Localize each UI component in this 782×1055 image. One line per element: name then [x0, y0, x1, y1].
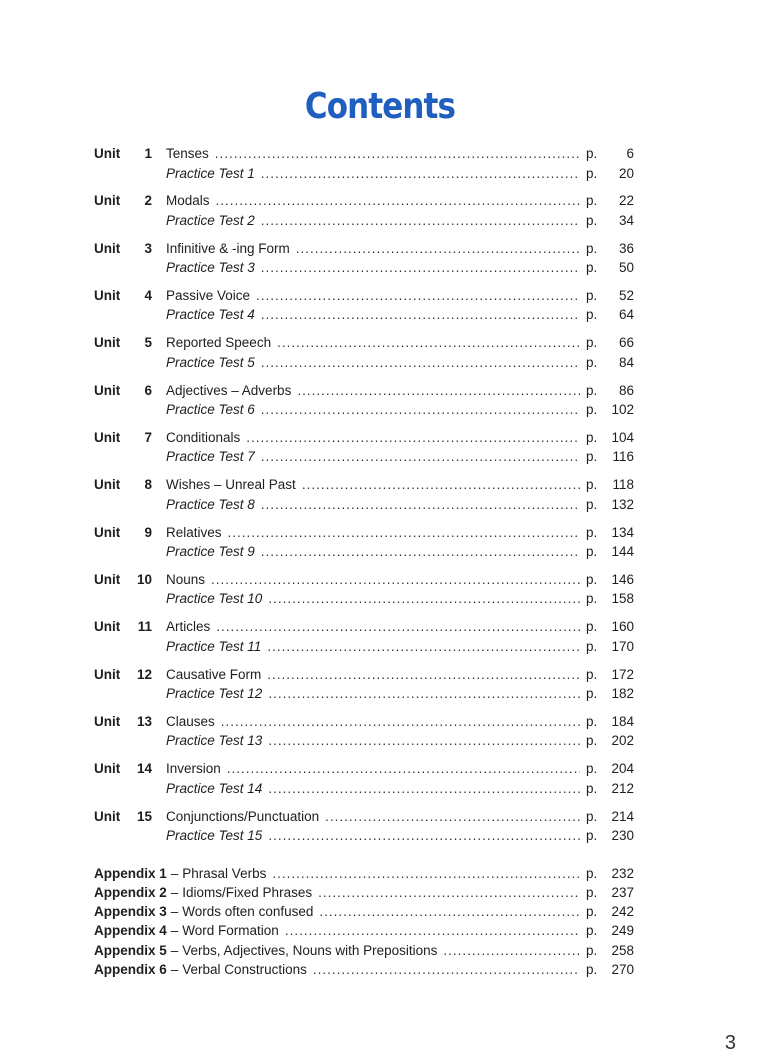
- practice-test-title: Practice Test 6: [166, 402, 255, 418]
- appendix-label: Appendix 4: [94, 923, 167, 939]
- page-prefix: p.: [586, 449, 598, 465]
- page-prefix: p.: [586, 808, 598, 824]
- unit-entry: [94, 193, 634, 240]
- dot-leader: [261, 307, 580, 322]
- unit-entry: [94, 477, 634, 524]
- appendix-title: Words often confused: [182, 904, 314, 920]
- dot-leader: [227, 761, 580, 776]
- dot-leader: [268, 686, 580, 701]
- unit-title: Causative Form: [166, 666, 262, 682]
- unit-number: 11: [137, 619, 152, 635]
- page-prefix: p.: [586, 923, 598, 939]
- unit-page: 214: [611, 808, 634, 824]
- page-prefix: p.: [586, 713, 598, 729]
- unit-title: Passive Voice: [166, 287, 251, 303]
- dash: –: [170, 961, 179, 977]
- page-prefix: p.: [586, 335, 598, 351]
- appendix-page: 237: [611, 885, 634, 901]
- unit-row[interactable]: [94, 288, 634, 308]
- practice-test-title: Practice Test 13: [166, 733, 263, 749]
- dot-leader: [261, 213, 580, 228]
- unit-label: Unit: [94, 146, 121, 161]
- page-prefix: p.: [586, 544, 598, 560]
- practice-test-row[interactable]: [94, 166, 634, 186]
- page-prefix: p.: [586, 212, 598, 228]
- dot-leader: [267, 639, 580, 654]
- page-prefix: p.: [586, 885, 598, 901]
- dot-leader: [268, 781, 580, 796]
- page-prefix: p.: [586, 733, 598, 749]
- practice-test-page: 84: [618, 354, 634, 370]
- unit-entry: [94, 667, 634, 714]
- unit-number: 5: [144, 335, 152, 351]
- unit-row[interactable]: [94, 477, 634, 497]
- unit-label: Unit: [94, 666, 121, 682]
- unit-number: 9: [144, 524, 152, 540]
- unit-page: 52: [618, 287, 634, 303]
- page-prefix: p.: [586, 402, 598, 418]
- practice-test-title: Practice Test 9: [166, 544, 255, 560]
- table-of-contents: [94, 146, 634, 981]
- unit-label: Unit: [94, 382, 121, 398]
- unit-entry: [94, 809, 634, 856]
- unit-row[interactable]: [94, 335, 634, 355]
- page-prefix: p.: [586, 961, 598, 977]
- page-prefix: p.: [586, 382, 598, 398]
- dot-leader: [221, 714, 580, 729]
- practice-test-row[interactable]: [94, 591, 634, 611]
- unit-entry: [94, 241, 634, 288]
- page-prefix: p.: [586, 496, 598, 512]
- dot-leader: [285, 923, 580, 938]
- page-prefix: p.: [586, 354, 598, 370]
- appendix-title: Idioms/Fixed Phrases: [182, 885, 313, 901]
- page-prefix: p.: [586, 429, 598, 445]
- dot-leader: [443, 943, 580, 958]
- page-prefix: p.: [586, 193, 598, 209]
- unit-page: 146: [611, 571, 634, 587]
- page-prefix: p.: [586, 904, 598, 920]
- unit-title: Clauses: [166, 713, 215, 729]
- practice-test-page: 132: [611, 496, 634, 512]
- practice-test-title: Practice Test 1: [166, 165, 255, 181]
- unit-entry: [94, 619, 634, 666]
- dot-leader: [228, 525, 580, 540]
- dash: –: [170, 942, 179, 958]
- unit-number: 14: [136, 761, 152, 777]
- page-prefix: p.: [586, 287, 598, 303]
- unit-row[interactable]: [94, 572, 634, 592]
- dot-leader: [318, 885, 580, 900]
- unit-row[interactable]: [94, 667, 634, 687]
- dot-leader: [246, 430, 580, 445]
- unit-page: 118: [612, 477, 634, 493]
- page-prefix: p.: [586, 828, 598, 844]
- unit-page: 66: [618, 335, 634, 351]
- dot-leader: [268, 591, 580, 606]
- practice-test-page: 50: [618, 260, 634, 276]
- appendix-page: 232: [611, 865, 634, 881]
- appendix-row[interactable]: [94, 885, 634, 904]
- unit-label: Unit: [94, 477, 121, 493]
- practice-test-row[interactable]: [94, 307, 634, 327]
- practice-test-page: 202: [611, 733, 634, 749]
- appendix-page: 242: [611, 904, 634, 920]
- practice-test-row[interactable]: [94, 781, 634, 801]
- unit-number: 7: [144, 429, 152, 445]
- appendix-row[interactable]: [94, 904, 634, 923]
- practice-test-title: Practice Test 7: [166, 449, 255, 465]
- practice-test-title: Practice Test 12: [166, 686, 263, 702]
- unit-page: 36: [618, 240, 634, 256]
- appendix-title: Phrasal Verbs: [182, 865, 267, 881]
- practice-test-row[interactable]: [94, 639, 634, 659]
- dash: –: [170, 885, 179, 901]
- appendix-page: 270: [611, 961, 634, 977]
- practice-test-page: 64: [618, 307, 634, 323]
- dot-leader: [272, 866, 580, 881]
- page-prefix: p.: [586, 260, 598, 276]
- dot-leader: [261, 449, 580, 464]
- page-prefix: p.: [586, 591, 598, 607]
- page-prefix: p.: [586, 686, 598, 702]
- dash: –: [170, 865, 179, 881]
- appendix-page: 258: [611, 942, 634, 958]
- appendix-label: Appendix 3: [94, 904, 167, 920]
- unit-row[interactable]: [94, 430, 634, 450]
- unit-entry: [94, 761, 634, 808]
- unit-title: Reported Speech: [166, 335, 272, 351]
- units-list: [94, 146, 634, 856]
- practice-test-page: 212: [611, 780, 634, 796]
- appendix-row[interactable]: [94, 962, 634, 981]
- unit-title: Conditionals: [166, 429, 241, 445]
- practice-test-row[interactable]: [94, 402, 634, 422]
- dot-leader: [325, 809, 580, 824]
- page-prefix: p.: [586, 524, 598, 540]
- practice-test-title: Practice Test 4: [166, 307, 255, 323]
- unit-number: 15: [136, 808, 152, 824]
- dot-leader: [261, 544, 580, 559]
- unit-page: 160: [611, 619, 634, 635]
- unit-row[interactable]: [94, 714, 634, 734]
- practice-test-page: 158: [611, 591, 634, 607]
- appendix-label: Appendix 6: [94, 961, 167, 977]
- unit-row[interactable]: [94, 619, 634, 639]
- practice-test-row[interactable]: [94, 686, 634, 706]
- dot-leader: [267, 667, 580, 682]
- practice-test-row[interactable]: [94, 449, 634, 469]
- practice-test-title: Practice Test 15: [166, 828, 263, 844]
- unit-entry: [94, 714, 634, 761]
- unit-label: Unit: [94, 808, 121, 824]
- dot-leader: [261, 355, 580, 370]
- unit-label: Unit: [94, 287, 121, 303]
- unit-row[interactable]: [94, 241, 634, 261]
- page-prefix: p.: [586, 865, 598, 881]
- unit-entry: [94, 383, 634, 430]
- dot-leader: [211, 572, 580, 587]
- unit-number: 8: [144, 477, 152, 493]
- dot-leader: [261, 497, 580, 512]
- unit-number: 3: [144, 240, 152, 256]
- practice-test-page: 170: [611, 638, 634, 654]
- dot-leader: [268, 828, 580, 843]
- page-prefix: p.: [586, 761, 598, 777]
- dot-leader: [215, 146, 580, 161]
- unit-title: Nouns: [166, 571, 206, 587]
- dot-leader: [277, 335, 580, 350]
- dot-leader: [261, 402, 580, 417]
- appendix-label: Appendix 2: [94, 885, 167, 901]
- unit-title: Tenses: [166, 146, 209, 161]
- dot-leader: [261, 166, 580, 181]
- dot-leader: [319, 904, 580, 919]
- unit-title: Infinitive & -ing Form: [166, 240, 290, 256]
- dot-leader: [216, 193, 580, 208]
- dot-leader: [297, 383, 580, 398]
- practice-test-row[interactable]: [94, 828, 634, 848]
- page-title: Contents: [304, 86, 456, 127]
- practice-test-page: 20: [618, 165, 634, 181]
- appendix-list: [94, 866, 634, 981]
- unit-number: 6: [144, 382, 152, 398]
- unit-entry: [94, 146, 634, 193]
- practice-test-row[interactable]: [94, 260, 634, 280]
- practice-test-title: Practice Test 2: [166, 212, 255, 228]
- practice-test-title: Practice Test 14: [166, 780, 263, 796]
- practice-test-page: 102: [611, 402, 634, 418]
- practice-test-page: 230: [611, 828, 634, 844]
- dash: –: [170, 904, 179, 920]
- unit-row[interactable]: [94, 525, 634, 545]
- unit-entry: [94, 525, 634, 572]
- practice-test-title: Practice Test 3: [166, 260, 255, 276]
- practice-test-row[interactable]: [94, 213, 634, 233]
- practice-test-page: 116: [612, 449, 634, 465]
- practice-test-row[interactable]: [94, 733, 634, 753]
- practice-test-page: 34: [618, 212, 634, 228]
- unit-row[interactable]: [94, 146, 634, 166]
- unit-number: 10: [136, 571, 152, 587]
- dot-leader: [302, 477, 580, 492]
- unit-number: 1: [144, 146, 152, 161]
- page-prefix: p.: [586, 666, 598, 682]
- practice-test-page: 144: [611, 544, 634, 560]
- unit-title: Relatives: [166, 524, 222, 540]
- unit-title: Adjectives – Adverbs: [166, 382, 292, 398]
- dot-leader: [313, 962, 580, 977]
- unit-page: 104: [611, 429, 634, 445]
- unit-label: Unit: [94, 240, 121, 256]
- unit-number: 13: [136, 713, 152, 729]
- unit-label: Unit: [94, 335, 121, 351]
- unit-page: 22: [618, 193, 634, 209]
- page-prefix: p.: [586, 307, 598, 323]
- unit-entry: [94, 335, 634, 382]
- unit-page: 134: [611, 524, 634, 540]
- unit-entry: [94, 430, 634, 477]
- page-prefix: p.: [586, 477, 598, 493]
- unit-row[interactable]: [94, 193, 634, 213]
- unit-number: 2: [144, 193, 152, 209]
- practice-test-title: Practice Test 10: [166, 591, 263, 607]
- unit-label: Unit: [94, 571, 121, 587]
- appendix-label: Appendix 5: [94, 942, 167, 958]
- dot-leader: [256, 288, 580, 303]
- unit-title: Modals: [166, 193, 210, 209]
- unit-row[interactable]: [94, 761, 634, 781]
- practice-test-title: Practice Test 11: [166, 638, 262, 654]
- unit-label: Unit: [94, 429, 121, 445]
- dot-leader: [261, 260, 580, 275]
- appendix-row[interactable]: [94, 866, 634, 885]
- unit-row[interactable]: [94, 383, 634, 403]
- practice-test-row[interactable]: [94, 497, 634, 517]
- page-prefix: p.: [586, 240, 598, 256]
- practice-test-title: Practice Test 5: [166, 354, 255, 370]
- dot-leader: [216, 619, 580, 634]
- page-prefix: p.: [586, 146, 598, 161]
- appendix-row[interactable]: [94, 943, 634, 962]
- page-prefix: p.: [586, 619, 598, 635]
- practice-test-page: 182: [611, 686, 634, 702]
- dot-leader: [268, 733, 580, 748]
- page-prefix: p.: [586, 571, 598, 587]
- unit-label: Unit: [94, 713, 121, 729]
- appendix-row[interactable]: [94, 923, 634, 942]
- unit-number: 4: [144, 287, 152, 303]
- unit-number: 12: [136, 666, 152, 682]
- unit-entry: [94, 572, 634, 619]
- appendix-page: 249: [611, 923, 634, 939]
- practice-test-row[interactable]: [94, 355, 634, 375]
- page-number: 3: [724, 1032, 736, 1054]
- dash: –: [170, 923, 179, 939]
- appendix-title: Word Formation: [182, 923, 279, 939]
- unit-title: Articles: [166, 619, 211, 635]
- unit-page: 172: [611, 666, 634, 682]
- unit-label: Unit: [94, 524, 121, 540]
- appendix-title: Verbal Constructions: [182, 961, 307, 977]
- unit-title: Wishes – Unreal Past: [166, 477, 296, 493]
- dot-leader: [296, 241, 580, 256]
- unit-row[interactable]: [94, 809, 634, 829]
- unit-label: Unit: [94, 193, 121, 209]
- page-prefix: p.: [586, 638, 598, 654]
- appendix-label: Appendix 1: [94, 865, 167, 881]
- unit-title: Inversion: [166, 761, 221, 777]
- page-prefix: p.: [586, 165, 598, 181]
- practice-test-row[interactable]: [94, 544, 634, 564]
- unit-page: 6: [626, 146, 634, 161]
- page-prefix: p.: [586, 942, 598, 958]
- unit-label: Unit: [94, 761, 121, 777]
- unit-title: Conjunctions/Punctuation: [166, 808, 320, 824]
- unit-page: 204: [611, 761, 634, 777]
- appendix-title: Verbs, Adjectives, Nouns with Prepositions: [182, 942, 438, 958]
- unit-page: 86: [618, 382, 634, 398]
- page-prefix: p.: [586, 780, 598, 796]
- practice-test-title: Practice Test 8: [166, 496, 255, 512]
- unit-label: Unit: [94, 619, 121, 635]
- unit-page: 184: [611, 713, 634, 729]
- unit-entry: [94, 288, 634, 335]
